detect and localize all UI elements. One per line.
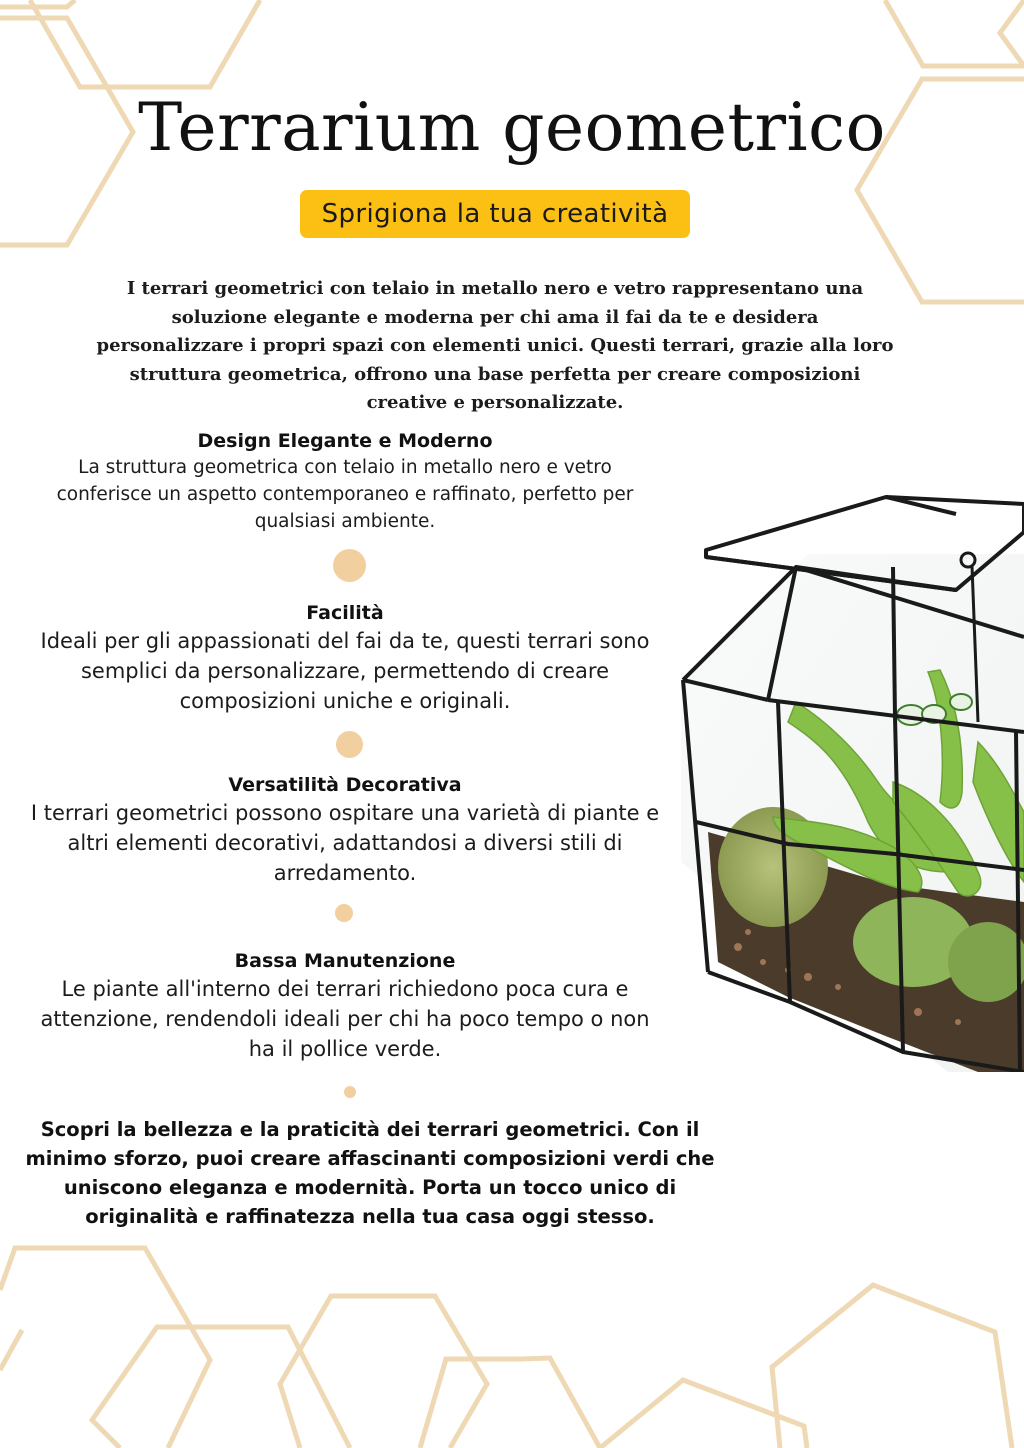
feature-text: I terrari geometrici possono ospitare una varietà di piante e altri elementi decorativi, adattandosi a diversi stili di arredamento. xyxy=(30,801,660,885)
feature-versatilita xyxy=(30,772,660,888)
terrarium-product-image xyxy=(678,492,1024,1072)
page-title: Terrarium geometrico xyxy=(138,89,886,166)
feature-text: Le piante all'interno dei terrari richiedono poca cura e attenzione, rendendoli ideali per chi ha poco tempo o non ha il pollice verde. xyxy=(40,977,650,1061)
separator-dot xyxy=(333,549,366,582)
subtitle-badge-label: Sprigiona la tua creatività xyxy=(321,199,669,229)
intro-paragraph: I terrari geometrici con telaio in metallo nero e vetro rappresentano una soluzione elegante e moderna per chi ama il fai da te e desidera personalizzare i propri spazi con elementi unici. Questi terrari, grazie alla loro struttura geometrica, offrono una base perfetta per creare composizioni creative e personalizzate. xyxy=(96,278,894,413)
feature-title: Bassa Manutenzione xyxy=(234,950,456,972)
feature-text: Ideali per gli appassionati del fai da te, questi terrari sono semplici da personalizzare, permettendo di creare composizioni uniche e originali. xyxy=(40,629,650,713)
feature-title: Design Elegante e Moderno xyxy=(197,430,493,452)
subtitle-badge xyxy=(300,190,690,238)
feature-title: Versatilità Decorativa xyxy=(228,774,462,796)
feature-facilita xyxy=(30,600,660,716)
feature-manutenzione xyxy=(30,948,660,1064)
feature-text: La struttura geometrica con telaio in metallo nero e vetro conferisce un aspetto contemporaneo e raffinato, perfetto per qualsiasi ambiente. xyxy=(56,457,634,532)
feature-title: Facilità xyxy=(306,602,384,624)
separator-dot xyxy=(335,904,353,922)
separator-dot xyxy=(336,731,363,758)
separator-dot xyxy=(344,1086,356,1098)
feature-design xyxy=(30,428,660,535)
closing-paragraph: Scopri la bellezza e la praticità dei terrari geometrici. Con il minimo sforzo, puoi creare affascinanti composizioni verdi che uniscono eleganza e modernità. Porta un tocco unico di originalità e raffinatezza nella tua casa oggi stesso. xyxy=(25,1118,715,1228)
